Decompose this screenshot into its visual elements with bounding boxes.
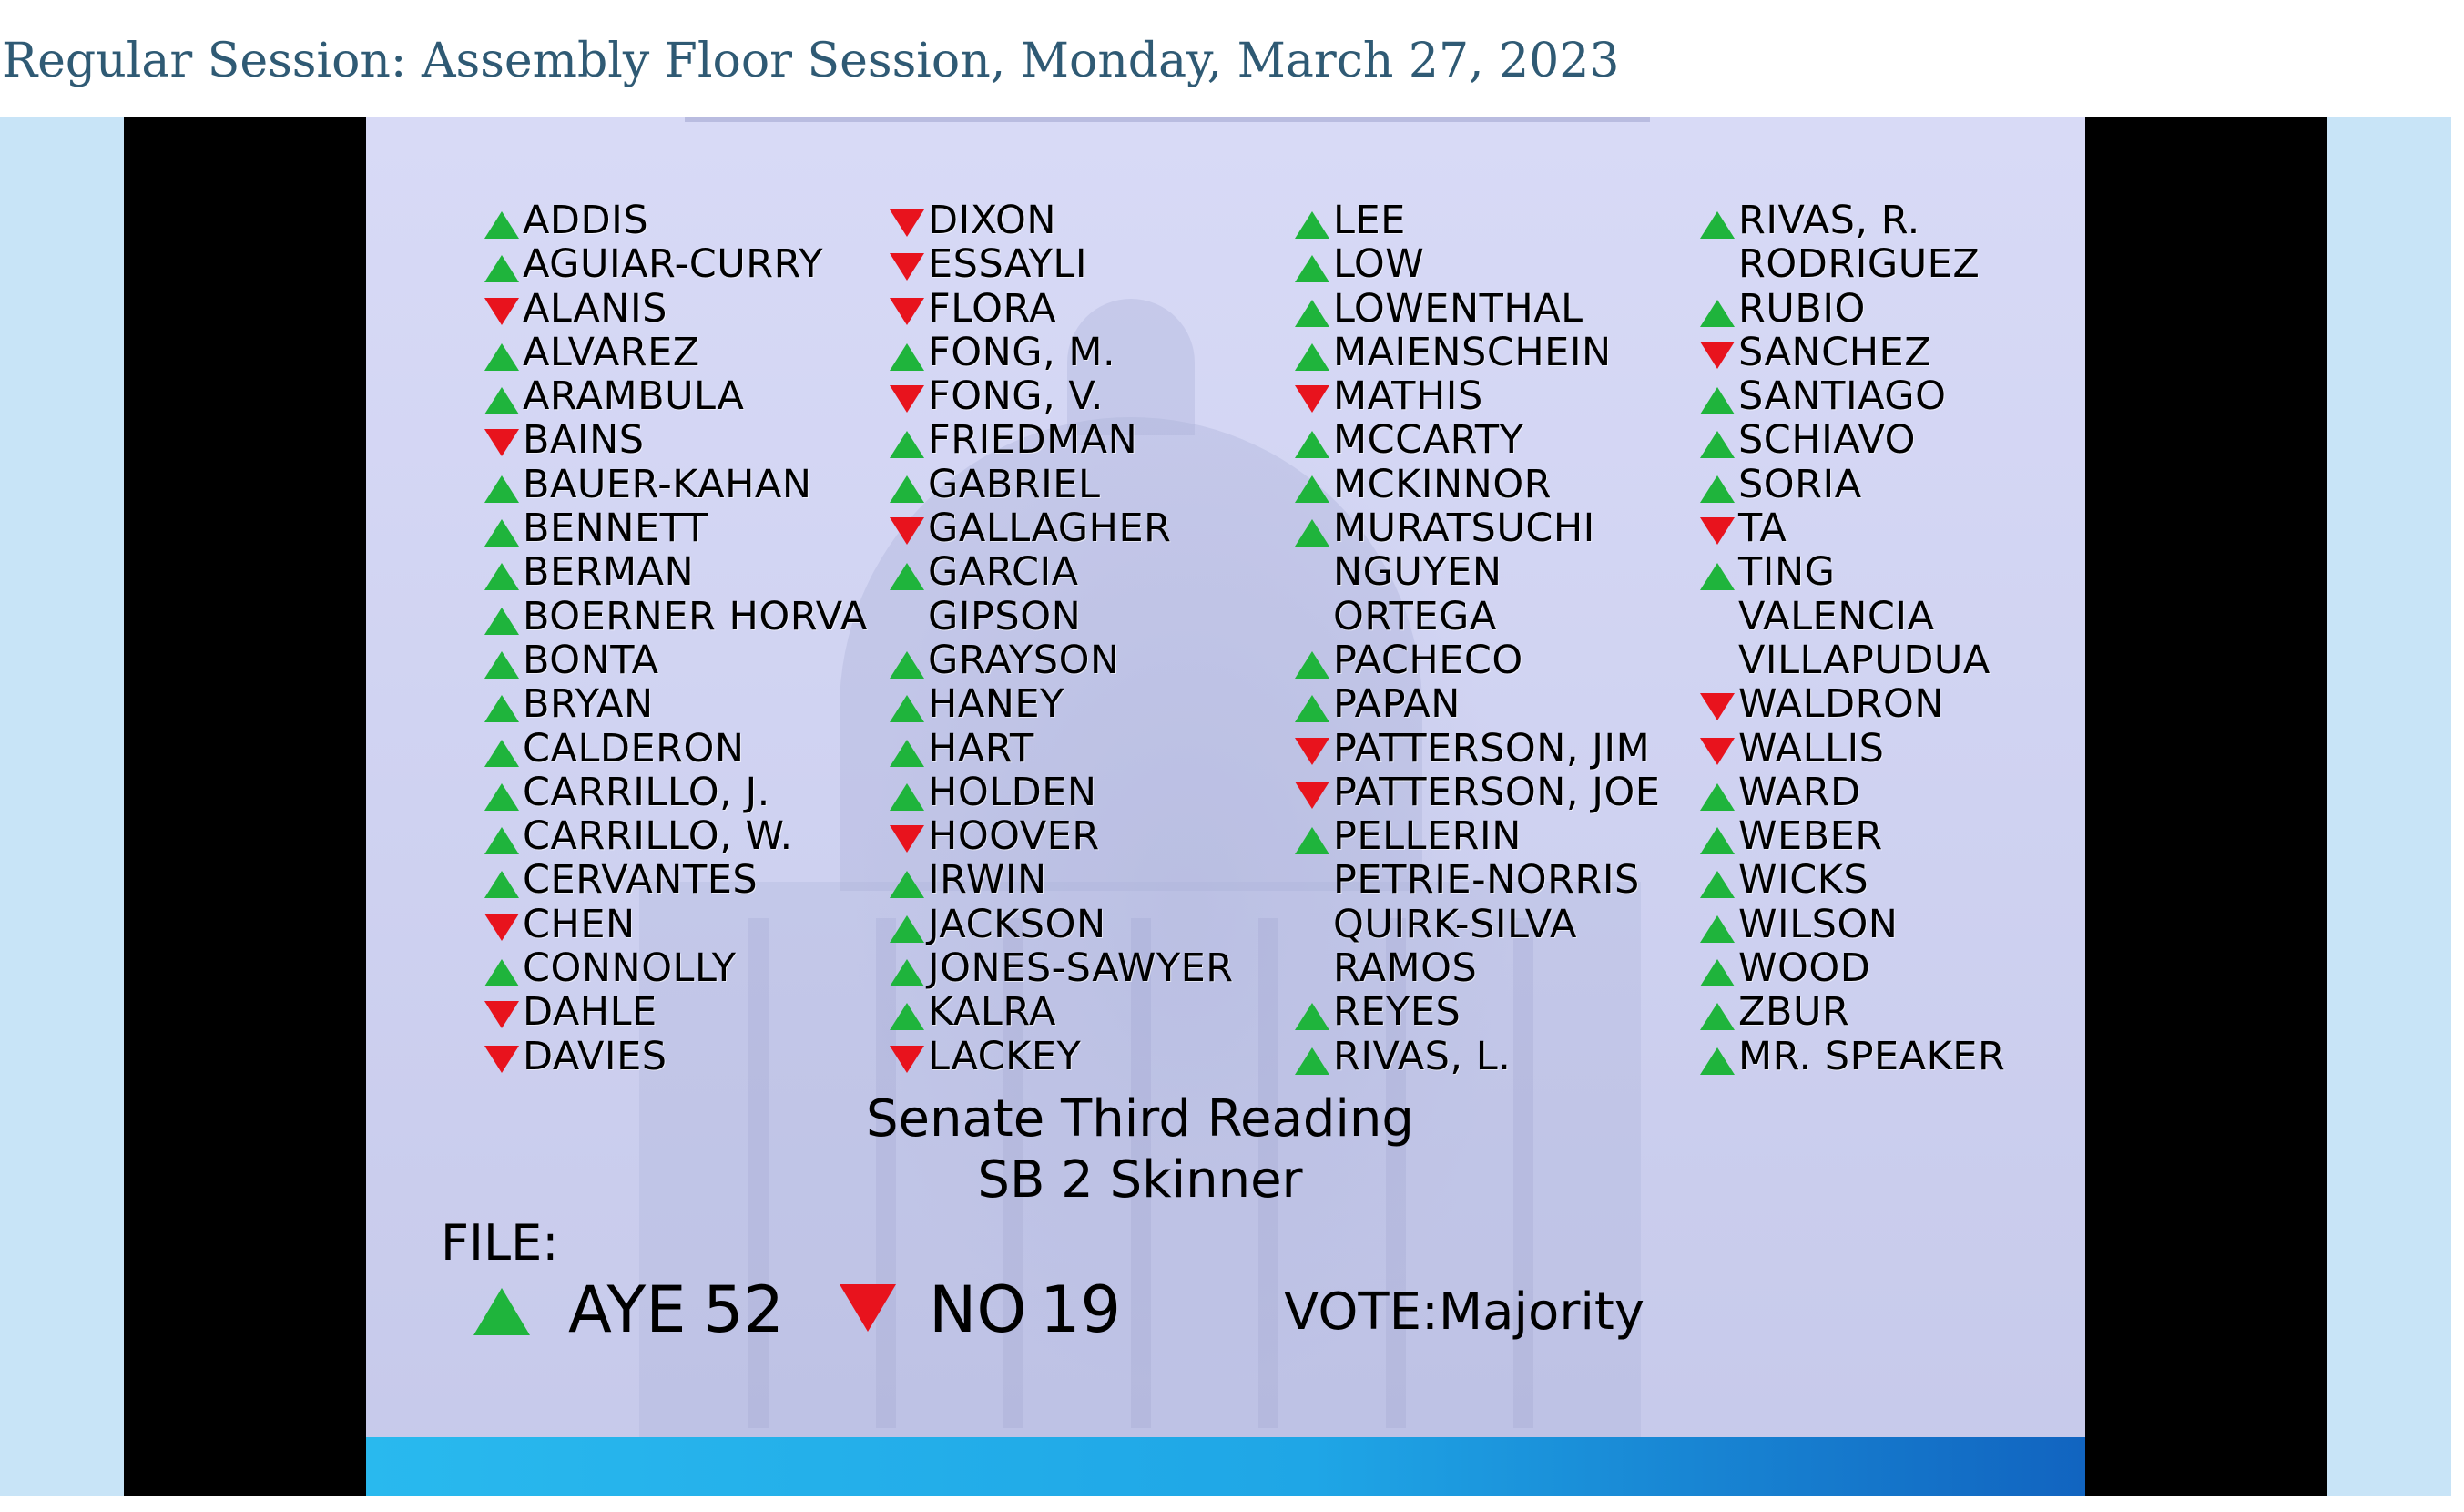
member-row <box>1700 287 2085 331</box>
aye-triangle-icon <box>1700 1047 1735 1075</box>
aye-triangle-icon <box>484 608 519 635</box>
member-row <box>1295 903 1714 946</box>
member-row <box>1700 903 2085 946</box>
member-name: WARD <box>1738 769 1861 815</box>
aye-triangle-icon <box>1700 475 1735 503</box>
member-row <box>890 858 1308 902</box>
member-row <box>890 242 1308 286</box>
member-row <box>1700 727 2085 771</box>
member-row <box>1295 418 1714 462</box>
bill-label: SB 2 Skinner <box>977 1150 1303 1210</box>
aye-triangle-icon <box>1295 475 1329 503</box>
board-bottom-bar <box>366 1437 2085 1496</box>
aye-triangle-icon <box>890 343 924 371</box>
aye-triangle-icon <box>890 783 924 811</box>
member-row <box>1295 682 1714 726</box>
member-row <box>890 418 1308 462</box>
aye-triangle-icon <box>1700 300 1735 327</box>
member-name: ARAMBULA <box>523 373 745 420</box>
aye-label: AYE <box>568 1272 687 1347</box>
member-name: HANEY <box>928 681 1064 728</box>
no-triangle-icon <box>484 914 519 941</box>
member-name: BONTA <box>523 637 659 683</box>
aye-triangle-icon <box>484 563 519 590</box>
member-name: ZBUR <box>1738 989 1850 1036</box>
member-name: SORIA <box>1738 461 1862 507</box>
member-row <box>1700 858 2085 902</box>
member-name: VILLAPUDUA <box>1738 637 1991 683</box>
member-name: RODRIGUEZ <box>1738 241 1980 288</box>
member-name: ALANIS <box>523 285 667 332</box>
member-name: LEE <box>1333 198 1406 243</box>
no-triangle-icon <box>1295 782 1329 809</box>
member-name: BAUER-KAHAN <box>523 461 812 507</box>
aye-triangle-icon <box>1700 1003 1735 1030</box>
member-row <box>484 374 903 418</box>
member-name: HOOVER <box>928 813 1100 860</box>
member-row <box>1295 858 1714 902</box>
member-row <box>1700 682 2085 726</box>
roll-call-column <box>890 199 1308 1078</box>
member-row <box>1700 1035 2085 1078</box>
member-row <box>1700 990 2085 1034</box>
member-name: FONG, V. <box>928 373 1104 420</box>
member-name: TING <box>1738 549 1836 596</box>
aye-triangle-icon <box>1700 783 1735 811</box>
member-name: MATHIS <box>1333 373 1483 420</box>
member-row <box>890 374 1308 418</box>
member-name: ESSAYLI <box>928 241 1088 288</box>
member-name: DIXON <box>928 198 1057 243</box>
member-name: CALDERON <box>523 725 745 771</box>
member-row <box>1295 1035 1714 1078</box>
no-triangle-icon <box>890 825 924 853</box>
no-triangle-icon <box>890 517 924 545</box>
member-name: CONNOLLY <box>523 945 737 992</box>
member-row <box>1295 463 1714 506</box>
member-name: PETRIE-NORRIS <box>1333 857 1640 904</box>
member-name: PAPAN <box>1333 681 1461 728</box>
member-name: ADDIS <box>523 198 649 243</box>
member-name: SCHIAVO <box>1738 417 1917 464</box>
member-row <box>484 639 903 682</box>
member-name: RIVAS, R. <box>1738 198 1920 243</box>
aye-triangle-icon <box>484 519 519 547</box>
aye-triangle-icon <box>484 387 519 414</box>
aye-triangle-icon <box>484 695 519 722</box>
aye-triangle-icon <box>1295 695 1329 722</box>
aye-triangle-icon <box>890 740 924 767</box>
member-row <box>1295 771 1714 814</box>
aye-triangle-icon <box>890 915 924 943</box>
aye-triangle-icon <box>1700 959 1735 986</box>
member-row <box>484 331 903 374</box>
member-row <box>484 727 903 771</box>
member-row <box>1700 199 2085 242</box>
no-triangle-icon <box>1295 738 1329 765</box>
aye-triangle-icon <box>1295 343 1329 371</box>
member-name: MAIENSCHEIN <box>1333 329 1612 375</box>
member-name: SANTIAGO <box>1738 373 1947 420</box>
member-name: GARCIA <box>928 549 1079 596</box>
no-triangle-icon <box>484 1001 519 1028</box>
member-row <box>890 946 1308 990</box>
aye-triangle-icon <box>1295 211 1329 239</box>
member-row <box>484 903 903 946</box>
no-triangle-icon <box>1295 385 1329 413</box>
member-row <box>1700 418 2085 462</box>
member-name: MCKINNOR <box>1333 461 1553 507</box>
aye-triangle-icon <box>1700 211 1735 239</box>
member-name: DAVIES <box>523 1033 667 1079</box>
member-name: QUIRK-SILVA <box>1333 901 1577 947</box>
page-title: Regular Session: Assembly Floor Session, Monday, March 27, 2023 <box>2 34 1620 88</box>
no-triangle-icon <box>890 253 924 281</box>
member-name: PATTERSON, JOE <box>1333 769 1661 815</box>
aye-triangle-icon <box>484 827 519 854</box>
member-row <box>1295 199 1714 242</box>
aye-triangle-icon <box>890 563 924 590</box>
aye-triangle-icon <box>890 1003 924 1030</box>
file-label: FILE: <box>441 1214 559 1272</box>
member-row <box>484 858 903 902</box>
member-row <box>1295 595 1714 639</box>
member-row <box>890 639 1308 682</box>
roll-call-column <box>1700 199 2085 1078</box>
no-triangle-icon <box>484 1046 519 1073</box>
no-triangle-icon <box>890 298 924 325</box>
member-name: MURATSUCHI <box>1333 506 1595 552</box>
no-triangle-icon <box>840 1284 896 1332</box>
member-name: VALENCIA <box>1738 593 1935 639</box>
member-row <box>1700 331 2085 374</box>
roll-call-column <box>1295 199 1714 1078</box>
member-name: JACKSON <box>928 901 1106 947</box>
member-row <box>890 727 1308 771</box>
aye-triangle-icon <box>484 255 519 282</box>
member-row <box>1295 727 1714 771</box>
no-triangle-icon <box>890 209 924 237</box>
member-name: WALDRON <box>1738 681 1945 728</box>
member-name: JONES-SAWYER <box>928 945 1234 992</box>
member-name: IRWIN <box>928 857 1047 904</box>
aye-triangle-icon <box>1295 1003 1329 1030</box>
member-row <box>890 771 1308 814</box>
member-row <box>484 199 903 242</box>
member-row <box>1295 946 1714 990</box>
member-name: AGUIAR-CURRY <box>523 241 823 288</box>
member-row <box>1700 550 2085 594</box>
member-name: CARRILLO, W. <box>523 813 793 860</box>
vote-type: VOTE:Majority <box>1284 1282 1644 1342</box>
member-name: CARRILLO, J. <box>523 769 770 815</box>
aye-triangle-icon <box>484 343 519 371</box>
member-name: PELLERIN <box>1333 813 1522 860</box>
member-name: RAMOS <box>1333 945 1478 992</box>
member-name: PATTERSON, JIM <box>1333 725 1651 771</box>
member-row <box>890 814 1308 858</box>
member-name: KALRA <box>928 989 1056 1036</box>
member-name: FRIEDMAN <box>928 417 1138 464</box>
member-name: NGUYEN <box>1333 549 1502 596</box>
member-row <box>484 463 903 506</box>
aye-triangle-icon <box>890 695 924 722</box>
aye-triangle-icon <box>1295 255 1329 282</box>
member-name: RUBIO <box>1738 285 1866 332</box>
no-triangle-icon <box>484 429 519 456</box>
vote-board <box>366 117 2085 1496</box>
no-triangle-icon <box>1700 738 1735 765</box>
member-row <box>1295 814 1714 858</box>
member-name: ORTEGA <box>1333 593 1497 639</box>
aye-triangle-icon <box>1295 1047 1329 1075</box>
member-row <box>1700 771 2085 814</box>
member-row <box>1295 374 1714 418</box>
no-triangle-icon <box>890 385 924 413</box>
aye-triangle-icon <box>473 1288 530 1335</box>
member-name: LOWENTHAL <box>1333 285 1583 332</box>
member-name: CHEN <box>523 901 636 947</box>
member-row <box>1700 595 2085 639</box>
member-name: WOOD <box>1738 945 1871 992</box>
aye-triangle-icon <box>484 475 519 503</box>
aye-triangle-icon <box>484 871 519 898</box>
member-row <box>890 682 1308 726</box>
aye-triangle-icon <box>484 740 519 767</box>
member-row <box>484 771 903 814</box>
member-row <box>890 287 1308 331</box>
aye-triangle-icon <box>890 959 924 986</box>
member-name: GRAYSON <box>928 637 1120 683</box>
member-row <box>484 990 903 1034</box>
member-name: FLORA <box>928 285 1057 332</box>
no-count: 19 <box>1040 1272 1122 1347</box>
member-name: BRYAN <box>523 681 654 728</box>
aye-triangle-icon <box>890 475 924 503</box>
member-row <box>1700 946 2085 990</box>
aye-triangle-icon <box>890 651 924 679</box>
member-name: DAHLE <box>523 989 657 1036</box>
member-name: BOERNER HORVA <box>523 593 868 639</box>
aye-triangle-icon <box>484 211 519 239</box>
aye-triangle-icon <box>484 959 519 986</box>
member-name: WICKS <box>1738 857 1869 904</box>
member-name: FONG, M. <box>928 329 1116 375</box>
member-row <box>1295 242 1714 286</box>
member-row <box>484 242 903 286</box>
member-name: HART <box>928 725 1034 771</box>
member-row <box>890 506 1308 550</box>
member-row <box>1700 242 2085 286</box>
member-row <box>484 418 903 462</box>
no-triangle-icon <box>890 1046 924 1073</box>
aye-triangle-icon <box>484 651 519 679</box>
aye-triangle-icon <box>484 783 519 811</box>
member-row <box>890 331 1308 374</box>
aye-triangle-icon <box>890 871 924 898</box>
aye-triangle-icon <box>890 431 924 458</box>
member-row <box>1700 639 2085 682</box>
member-row <box>484 1035 903 1078</box>
member-row <box>1700 814 2085 858</box>
member-name: BENNETT <box>523 506 708 552</box>
member-row <box>1295 287 1714 331</box>
member-name: ALVAREZ <box>523 329 700 375</box>
member-row <box>890 1035 1308 1078</box>
aye-triangle-icon <box>1295 519 1329 547</box>
member-name: WILSON <box>1738 901 1899 947</box>
roll-call-column <box>484 199 903 1078</box>
aye-triangle-icon <box>1700 827 1735 854</box>
no-triangle-icon <box>1700 693 1735 720</box>
member-row <box>1700 463 2085 506</box>
aye-triangle-icon <box>1700 871 1735 898</box>
member-name: BERMAN <box>523 549 695 596</box>
aye-triangle-icon <box>1295 827 1329 854</box>
no-triangle-icon <box>1700 342 1735 369</box>
video-player[interactable] <box>0 117 2451 1496</box>
member-name: LACKEY <box>928 1033 1082 1079</box>
no-triangle-icon <box>484 298 519 325</box>
aye-triangle-icon <box>1295 300 1329 327</box>
aye-triangle-icon <box>1700 563 1735 590</box>
reading-title: Senate Third Reading <box>866 1089 1414 1149</box>
member-name: SANCHEZ <box>1738 329 1932 375</box>
member-name: PACHECO <box>1333 637 1523 683</box>
aye-triangle-icon <box>1700 915 1735 943</box>
member-row <box>484 595 903 639</box>
member-row <box>484 287 903 331</box>
member-row <box>1295 506 1714 550</box>
aye-count: 52 <box>703 1272 785 1347</box>
member-row <box>890 463 1308 506</box>
member-row <box>1295 639 1714 682</box>
member-row <box>890 903 1308 946</box>
member-name: GABRIEL <box>928 461 1101 507</box>
member-row <box>890 199 1308 242</box>
member-row <box>890 550 1308 594</box>
member-row <box>890 990 1308 1034</box>
member-name: CERVANTES <box>523 857 759 904</box>
member-name: WEBER <box>1738 813 1883 860</box>
aye-triangle-icon <box>1700 431 1735 458</box>
aye-triangle-icon <box>1295 651 1329 679</box>
member-name: MCCARTY <box>1333 417 1524 464</box>
member-row <box>484 506 903 550</box>
member-row <box>890 595 1308 639</box>
aye-triangle-icon <box>1295 431 1329 458</box>
member-name: GALLAGHER <box>928 506 1172 552</box>
no-label: NO <box>929 1272 1027 1347</box>
member-name: WALLIS <box>1738 725 1885 771</box>
member-name: LOW <box>1333 241 1425 288</box>
member-row <box>1700 374 2085 418</box>
board-top-strip <box>685 117 1650 122</box>
member-name: BAINS <box>523 417 645 464</box>
member-name: TA <box>1738 506 1787 552</box>
member-row <box>484 550 903 594</box>
member-name: MR. SPEAKER <box>1738 1033 2006 1079</box>
member-name: RIVAS, L. <box>1333 1033 1512 1079</box>
no-triangle-icon <box>1700 517 1735 545</box>
member-row <box>1295 990 1714 1034</box>
member-row <box>1295 550 1714 594</box>
member-row <box>1295 331 1714 374</box>
member-name: HOLDEN <box>928 769 1097 815</box>
member-row <box>484 682 903 726</box>
member-row <box>484 814 903 858</box>
aye-triangle-icon <box>1700 387 1735 414</box>
member-name: REYES <box>1333 989 1461 1036</box>
member-name: GIPSON <box>928 593 1082 639</box>
member-row <box>1700 506 2085 550</box>
member-row <box>484 946 903 990</box>
